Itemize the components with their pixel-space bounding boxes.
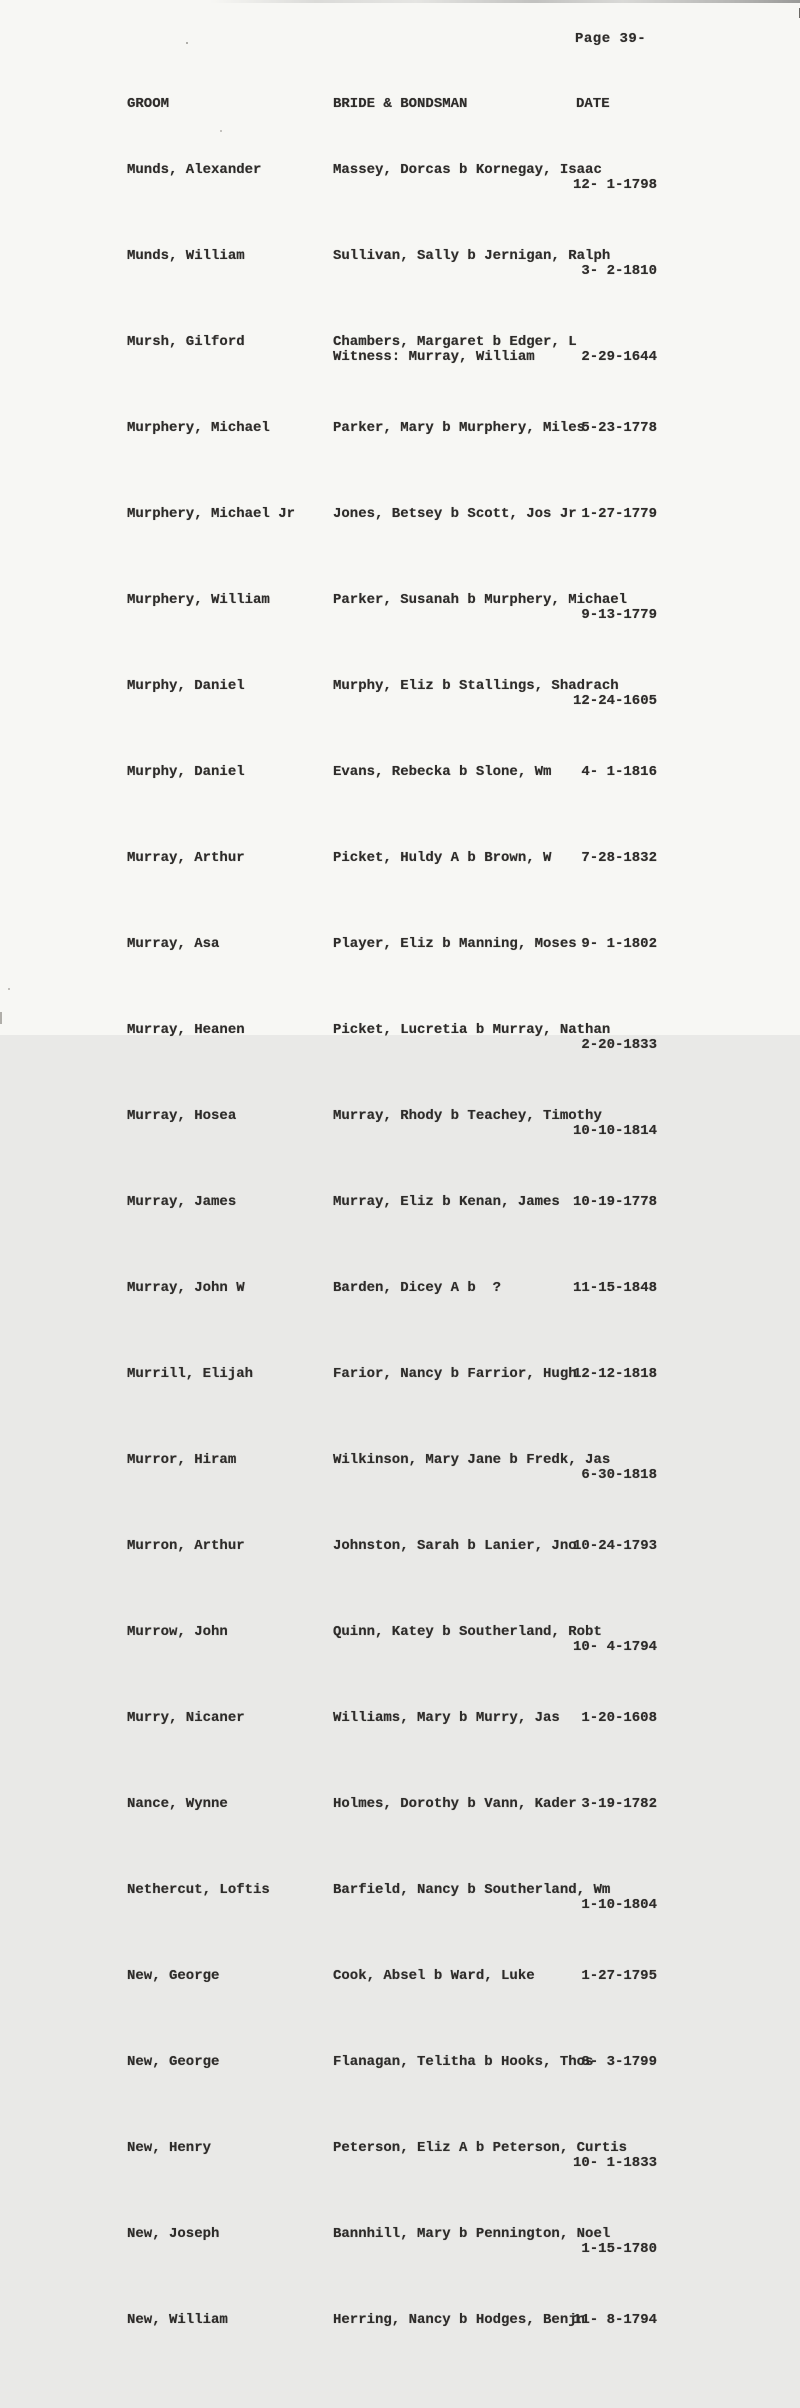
bride-cell: Herring, Nancy b Hodges, Benjn [333,2312,586,2328]
date-cell: 6-30-1818 [581,1467,657,1483]
table-row [0,162,800,194]
bride-cell: Chambers, Margaret b Edger, L [333,334,577,350]
table-row [0,420,800,452]
groom-cell: Munds, Alexander [127,162,262,178]
scan-speck [186,42,188,44]
column-header-date: DATE [576,96,610,112]
groom-cell: Murphery, Michael [127,420,270,436]
groom-cell: Murry, Nicaner [127,1710,245,1726]
bride-line2-cell: Witness: Murray, William [333,349,535,365]
page-number-label: Page 39- [575,31,647,47]
bride-cell: Parker, Susanah b Murphery, Michael [333,592,628,608]
table-row [0,936,800,968]
table-row [0,1796,800,1828]
bride-cell: Johnston, Sarah b Lanier, Jno [333,1538,577,1554]
bride-cell: Barfield, Nancy b Southerland, Wm [333,1882,611,1898]
groom-cell: Mursh, Gilford [127,334,245,350]
bride-cell: Murphy, Eliz b Stallings, Shadrach [333,678,619,694]
date-cell: 1-20-1608 [581,1710,657,1726]
groom-cell: New, William [127,2312,228,2328]
groom-cell: New, George [127,1968,220,1984]
groom-cell: Nethercut, Loftis [127,1882,270,1898]
date-cell: 8- 3-1799 [581,2054,657,2070]
bride-cell: Quinn, Katey b Southerland, Robt [333,1624,602,1640]
date-cell: 10- 4-1794 [572,1639,657,1655]
marriage-record-list [0,126,800,2362]
groom-cell: Murray, John W [127,1280,245,1296]
date-cell: 12-24-1605 [572,693,657,709]
date-cell: 12- 1-1798 [572,177,657,193]
bride-cell: Picket, Huldy A b Brown, W [333,850,552,866]
column-header-groom: GROOM [127,96,170,112]
table-row [0,248,800,280]
bride-cell: Player, Eliz b Manning, Moses [333,936,577,952]
table-row [0,1538,800,1570]
column-header-bride-bondsman: BRIDE & BONDSMAN [333,96,468,112]
groom-cell: New, George [127,2054,220,2070]
date-cell: 1-27-1795 [581,1968,657,1984]
groom-cell: Munds, William [127,248,245,264]
bride-cell: Barden, Dicey A b ? [333,1280,502,1296]
groom-cell: Murphy, Daniel [127,678,245,694]
table-row [0,1022,800,1054]
table-row [0,1194,800,1226]
table-row [0,1882,800,1914]
table-row [0,1280,800,1312]
bride-cell: Evans, Rebecka b Slone, Wm [333,764,552,780]
table-row [0,1108,800,1140]
date-cell: 9-13-1779 [581,607,657,623]
date-cell: 11- 8-1794 [572,2312,657,2328]
groom-cell: Murray, Arthur [127,850,245,866]
bride-cell: Parker, Mary b Murphery, Miles [333,420,586,436]
bride-cell: Massey, Dorcas b Kornegay, Isaac [333,162,602,178]
date-cell: 1-27-1779 [581,506,657,522]
bride-cell: Wilkinson, Mary Jane b Fredk, Jas [333,1452,611,1468]
date-cell: 5-23-1778 [581,420,657,436]
table-row [0,764,800,796]
groom-cell: Murrow, John [127,1624,228,1640]
bride-cell: Sullivan, Sally b Jernigan, Ralph [333,248,611,264]
groom-cell: Murray, James [127,1194,237,1210]
table-row [0,1968,800,2000]
groom-cell: Murron, Arthur [127,1538,245,1554]
date-cell: 1-15-1780 [581,2241,657,2257]
groom-cell: New, Joseph [127,2226,220,2242]
table-row [0,1710,800,1742]
date-cell: 12-12-1818 [572,1366,657,1382]
bride-cell: Bannhill, Mary b Pennington, Noel [333,2226,611,2242]
bride-cell: Peterson, Eliz A b Peterson, Curtis [333,2140,628,2156]
date-cell: 10-10-1814 [572,1123,657,1139]
table-row [0,1624,800,1656]
groom-cell: Murray, Heanen [127,1022,245,1038]
date-cell: 3- 2-1810 [581,263,657,279]
bride-cell: Williams, Mary b Murry, Jas [333,1710,560,1726]
scan-edge-artifact [210,0,800,3]
groom-cell: Murphery, Michael Jr [127,506,296,522]
date-cell: 10- 1-1833 [572,2155,657,2171]
bride-cell: Flanagan, Telitha b Hooks, Thos [333,2054,594,2070]
table-row [0,1366,800,1398]
table-row [0,592,800,624]
groom-cell: Murror, Hiram [127,1452,237,1468]
groom-cell: Murphy, Daniel [127,764,245,780]
date-cell: 3-19-1782 [581,1796,657,1812]
table-row [0,1452,800,1484]
table-row [0,2054,800,2086]
bride-cell: Murray, Rhody b Teachey, Timothy [333,1108,602,1124]
groom-cell: New, Henry [127,2140,212,2156]
groom-cell: Murray, Asa [127,936,220,952]
groom-cell: Murrill, Elijah [127,1366,254,1382]
date-cell: 11-15-1848 [572,1280,657,1296]
date-cell: 9- 1-1802 [581,936,657,952]
bride-cell: Murray, Eliz b Kenan, James [333,1194,560,1210]
date-cell: 2-20-1833 [581,1037,657,1053]
date-cell: 10-19-1778 [572,1194,657,1210]
table-row [0,334,800,366]
table-row [0,850,800,882]
date-cell: 7-28-1832 [581,850,657,866]
date-cell: 4- 1-1816 [581,764,657,780]
table-row [0,506,800,538]
bride-cell: Cook, Absel b Ward, Luke [333,1968,535,1984]
table-row [0,2226,800,2258]
groom-cell: Murray, Hosea [127,1108,237,1124]
table-row [0,2312,800,2344]
date-cell: 10-24-1793 [572,1538,657,1554]
table-header-row [0,96,800,112]
bride-cell: Farior, Nancy b Farrior, Hugh [333,1366,577,1382]
bride-cell: Picket, Lucretia b Murray, Nathan [333,1022,611,1038]
table-row [0,2140,800,2172]
bride-cell: Holmes, Dorothy b Vann, Kader [333,1796,577,1812]
table-row [0,678,800,710]
bride-cell: Jones, Betsey b Scott, Jos Jr [333,506,577,522]
date-cell: 2-29-1644 [581,349,657,365]
groom-cell: Nance, Wynne [127,1796,228,1812]
groom-cell: Murphery, William [127,592,270,608]
date-cell: 1-10-1804 [581,1897,657,1913]
